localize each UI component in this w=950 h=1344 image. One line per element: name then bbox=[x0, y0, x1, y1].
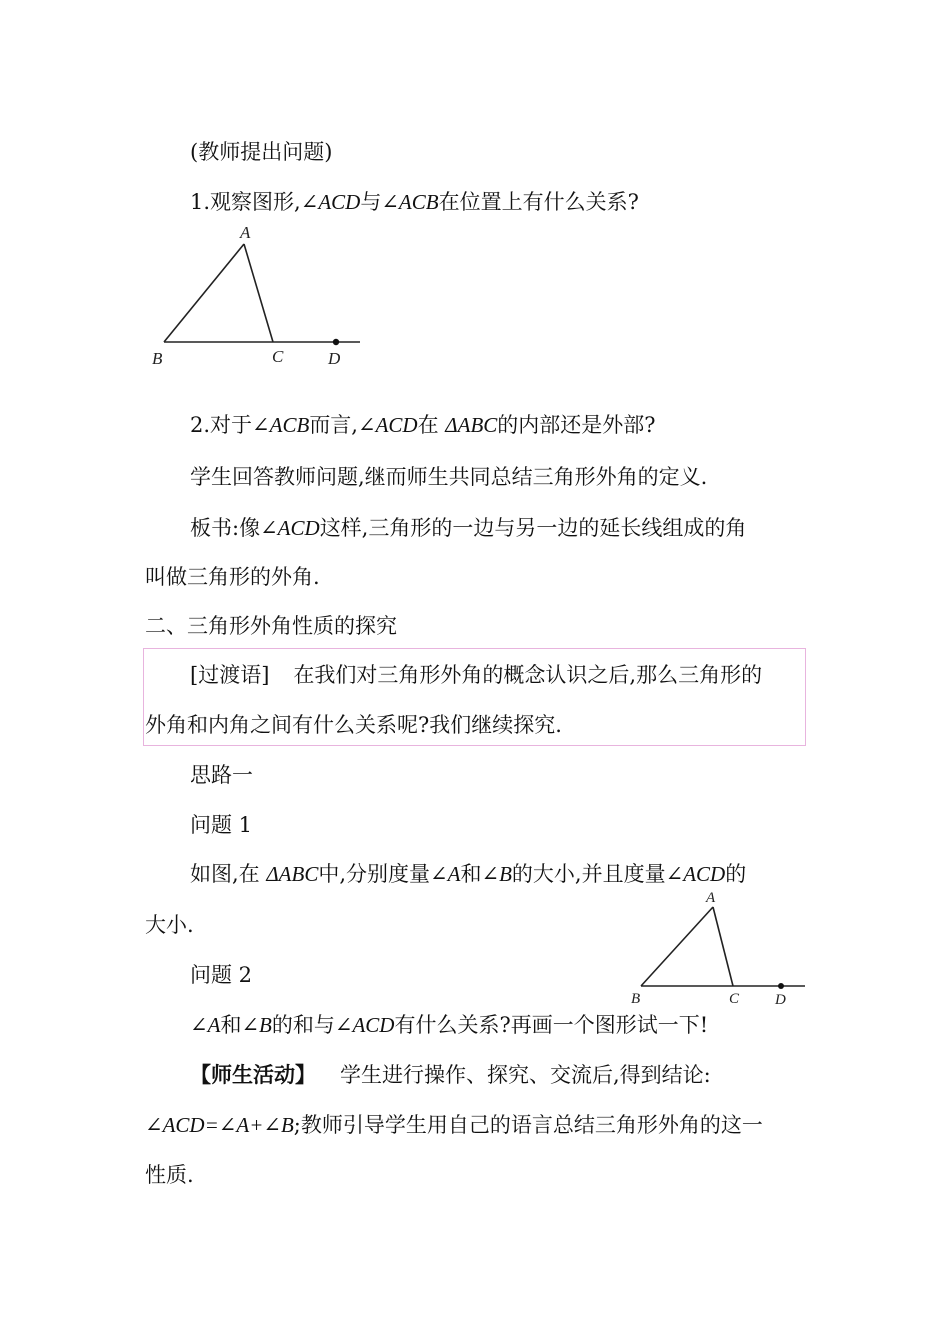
p1-triangle: ΔABC bbox=[266, 862, 319, 886]
q1-angle-acb: ∠ACB bbox=[381, 190, 439, 214]
activity-formula: ∠ACD=∠A+∠B bbox=[145, 1113, 294, 1137]
p1-mid3: 的大小,并且度量 bbox=[511, 862, 666, 886]
fig1-label-c: C bbox=[272, 347, 284, 366]
q2-angle-acb: ∠ACB bbox=[252, 413, 310, 437]
q2-prefix: 2.对于 bbox=[190, 413, 253, 437]
activity-line-1 bbox=[190, 1060, 711, 1090]
p1-angle-acd: ∠ACD bbox=[665, 862, 726, 886]
q2-angle-acd: ∠ACD bbox=[358, 413, 418, 437]
q1-angle-acd: ∠ACD bbox=[300, 190, 361, 214]
q1-prefix: 1.观察图形, bbox=[190, 190, 301, 214]
fig1-label-d: D bbox=[328, 349, 341, 368]
board-prefix: 板书:像 bbox=[190, 516, 261, 540]
q2-suffix: 的内部还是外部? bbox=[497, 413, 656, 437]
p1-angle-a: ∠A bbox=[430, 862, 461, 886]
intro-text: (教师提出问题) bbox=[190, 140, 333, 164]
board-line-2: 叫做三角形的外角. bbox=[145, 565, 320, 589]
q2-triangle: ΔABC bbox=[445, 413, 498, 437]
question-2 bbox=[190, 410, 656, 440]
problem-1-label: 问题 1 bbox=[190, 813, 253, 837]
section-title: 二、三角形外角性质的探究 bbox=[145, 614, 397, 638]
triangle-figure-1 bbox=[140, 220, 380, 375]
p2-suffix: 有什么关系?再画一个图形试一下! bbox=[394, 1013, 709, 1037]
q1-mid: 与 bbox=[360, 190, 382, 214]
p1-angle-b: ∠B bbox=[481, 862, 512, 886]
question-1 bbox=[190, 187, 639, 217]
activity-text-1: 学生进行操作、探究、交流后,得到结论: bbox=[340, 1063, 711, 1087]
p1-prefix: 如图,在 bbox=[190, 862, 267, 886]
q1-suffix: 在位置上有什么关系? bbox=[438, 190, 639, 214]
q2-mid2: 在 bbox=[417, 413, 446, 437]
fig1-label-a: A bbox=[240, 223, 251, 242]
board-line-1 bbox=[190, 513, 746, 543]
p2-angle-b: ∠B bbox=[241, 1013, 272, 1037]
p1-mid2: 和 bbox=[460, 862, 482, 886]
fig1-label-b: B bbox=[152, 349, 163, 368]
transition-tag: [过渡语] bbox=[190, 663, 270, 687]
transition-line-2: 外角和内角之间有什么关系呢?我们继续探究. bbox=[145, 713, 562, 737]
transition-text-1: 在我们对三角形外角的概念认识之后,那么三角形的 bbox=[293, 663, 763, 687]
p2-angle-acd: ∠ACD bbox=[334, 1013, 395, 1037]
activity-line-3: 性质. bbox=[145, 1163, 194, 1187]
student-answer: 学生回答教师问题,继而师生共同总结三角形外角的定义. bbox=[190, 465, 708, 489]
activity-text-2: ;教师引导学生用自己的语言总结三角形外角的这一 bbox=[293, 1113, 763, 1137]
fig2-label-b: B bbox=[631, 991, 641, 1007]
activity-line-2 bbox=[145, 1110, 763, 1140]
triangle-figure-2 bbox=[625, 885, 810, 1010]
board-angle: ∠ACD bbox=[260, 516, 320, 540]
p1-mid1: 中,分别度量 bbox=[318, 862, 431, 886]
activity-tag: 【师生活动】 bbox=[190, 1062, 316, 1087]
board-suffix: 这样,三角形的一边与另一边的延长线组成的角 bbox=[319, 516, 747, 540]
fig2-label-a: A bbox=[706, 890, 716, 906]
fig2-label-c: C bbox=[729, 991, 740, 1007]
idea-heading: 思路一 bbox=[190, 763, 253, 787]
p2-angle-a: ∠A bbox=[190, 1013, 221, 1037]
problem-2-label: 问题 2 bbox=[190, 963, 253, 987]
transition-line-1 bbox=[190, 660, 762, 690]
q2-mid1: 而言, bbox=[309, 413, 358, 437]
problem-2-text bbox=[190, 1010, 708, 1040]
problem-1-line-2: 大小. bbox=[145, 913, 194, 937]
fig2-label-d: D bbox=[775, 992, 786, 1008]
p2-mid1: 和 bbox=[220, 1013, 242, 1037]
p1-suffix: 的 bbox=[725, 862, 747, 886]
p2-mid2: 的和与 bbox=[271, 1013, 335, 1037]
